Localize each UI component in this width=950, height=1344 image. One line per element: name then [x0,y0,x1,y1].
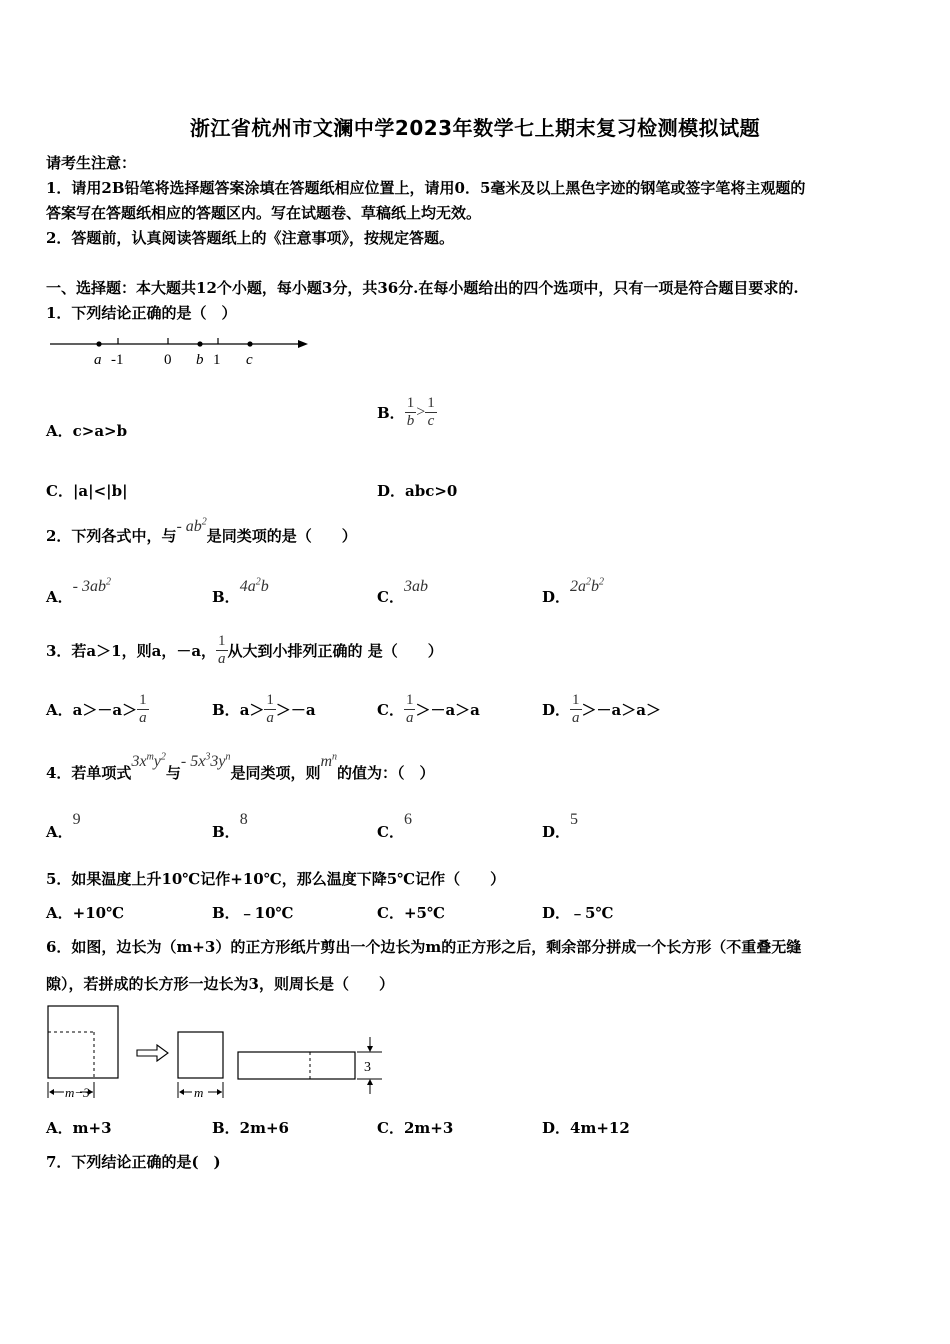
q4-option-d: D．5 [542,811,579,841]
page-title: 浙江省杭州市文澜中学2023年数学七上期末复习检测模拟试题 [189,116,761,140]
q6-option-b: B．2m+6 [212,1119,289,1137]
fig-label-3: 3 [364,1060,371,1075]
small-square [178,1032,223,1078]
notice-line-2: 2．答题前，认真阅读答题纸上的《注意事项》，按规定答题。 [46,229,454,247]
q2-option-c: C．3ab [377,578,428,606]
big-square [48,1006,118,1078]
transform-arrow [137,1045,168,1061]
fig-label-m-minus-3: m−3 [65,1085,90,1100]
q4-option-a: A．9 [46,811,81,841]
q2-option-a: A．- $3ab^2$ [46,576,111,606]
q3-option-a: A．a＞－a＞ $\frac{1}{a}$ [46,692,147,726]
q6-option-a: A．m+3 [46,1119,112,1137]
notice-line-1a: 1．请用2B铅笔将选择题答案涂填在答题纸相应位置上，请用0．5毫米及以上黑色字迹的钢笔或签字笔将主观题的 [46,179,806,197]
section-heading: 一、选择题：本大题共12个小题，每小题3分，共36分.在每小题给出的四个选项中，只有一项是符合题目要求的. [46,279,799,297]
q7-stem: 7．下列结论正确的是( ) [46,1153,221,1171]
label-a: a [94,352,102,368]
q4-option-b: B．8 [212,811,248,841]
q4-stem: 4．若单项式$3x^my^2$与- $5x^33y^n$是同类项，则$m^n$的值为：（ ） [46,751,435,782]
q6-stem-line-2: 隙），若拼成的长方形一边长为3，则周长是（ ） [46,975,394,993]
label-0: 0 [164,352,172,368]
q5-stem: 5．如果温度上升10℃记作+10℃，那么温度下降5℃记作（ ） [46,870,506,888]
result-rectangle [238,1052,355,1079]
q6-stem-line-1: 6．如图，边长为（m+3）的正方形纸片剪出一个边长为m的正方形之后，剩余部分拼成一个长方形（不重叠无缝 [46,938,802,956]
q1-option-b-frac2: $\frac{1}{c}$ [427,395,435,429]
q6-figure [40,1000,400,1105]
label-minus1: -1 [111,352,124,368]
q1-option-b: B． $\frac{1}{b}$ > $\frac{1}{c}$ [377,395,435,429]
q4-option-c: C．6 [377,811,412,841]
label-c: c [246,352,253,368]
q3-option-d: D． $\frac{1}{a}$ ＞－a＞a＞ [542,692,661,726]
q6-option-d: D．4m+12 [542,1119,630,1137]
q3-option-c: C． $\frac{1}{a}$ ＞－a＞a [377,692,480,726]
label-b: b [196,352,204,368]
point-c [247,341,252,346]
q1-option-d: D．abc>0 [377,482,458,500]
q1-option-b-frac1: $\frac{1}{b}$ [406,395,415,429]
point-a [96,341,101,346]
notice-heading: 请考生注意： [46,154,137,172]
q5-option-d: D．﹣5℃ [542,904,614,922]
point-b [197,341,202,346]
q3-stem: 3．若a＞1，则a，－a， $\frac{1}{a}$ 从大到小排列正确的 是（ ） [46,633,443,667]
q5-option-c: C．+5℃ [377,904,445,922]
q5-option-a: A．+10℃ [46,904,125,922]
q1-number-line [48,334,313,370]
q2-stem: 2．下列各式中，与- $ab^2$是同类项的是（ ） [46,516,357,545]
q1-option-b-label: B． [377,404,405,422]
q5-option-b: B．﹣10℃ [212,904,294,922]
label-1: 1 [213,352,221,368]
notice-line-1b: 答案写在答题纸相应的答题区内。写在试题卷、草稿纸上均无效。 [46,204,482,222]
fig-label-m: m [194,1085,204,1100]
q2-option-d: D．$2a^2b^2$ [542,576,605,606]
q1-option-a: A．c>a>b [46,422,128,440]
q3-option-b: B．a＞ $\frac{1}{a}$ ＞－a [212,692,316,726]
q2-option-b: B．$4a^2b$ [212,576,269,606]
q1-stem: 1．下列结论正确的是（ ） [46,304,237,322]
q1-option-c: C．|a|<|b| [46,482,128,500]
q6-option-c: C．2m+3 [377,1119,454,1137]
